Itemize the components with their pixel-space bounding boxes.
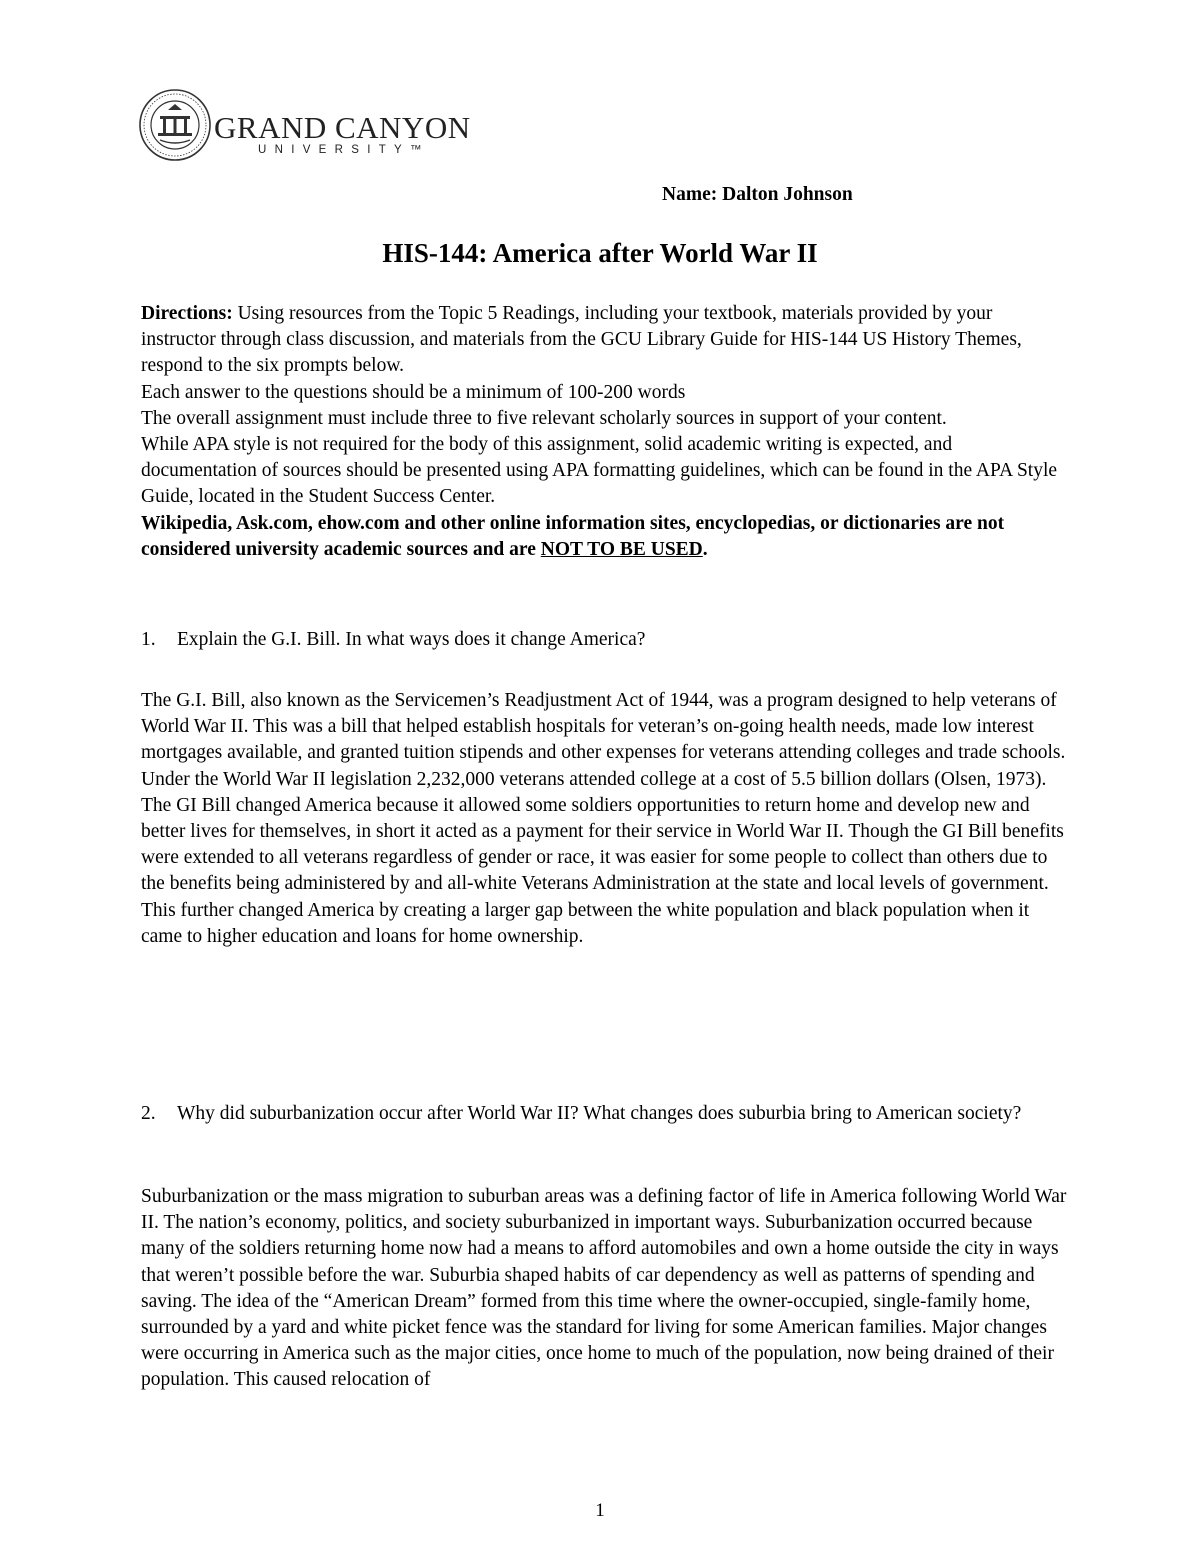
directions-label: Directions: (141, 303, 233, 324)
question-1 (141, 627, 1061, 653)
warning-text: Wikipedia, Ask.com, ehow.com and other online information sites, encyclopedias, or dictionaries are not considered university academic sources and are (141, 512, 1005, 560)
directions-warning (141, 511, 1071, 563)
logo-wordmark: GRAND CANYON (214, 110, 471, 145)
university-seal-icon (138, 88, 212, 162)
name-label: Name: (662, 184, 718, 205)
directions-section (141, 301, 1071, 563)
logo-subtitle: UNIVERSITY™ (258, 144, 430, 156)
answer-2: Suburbanization or the mass migration to suburban areas was a defining factor of life in America following World War II. The nation’s economy, politics, and society suburbanized in important ways. Suburbanization occurred because many of the soldiers returning home now had a means to afford automobiles and own a home outside the city in ways that weren’t possible before the war. Suburbia shaped habits of car dependency as well as patterns of spending and saving. The idea of the “American Dream” formed from this time where the owner-occupied, single-family home, surrounded by a yard and white picket fence was the standard for living for some American families. Major changes were occurring in America such as the major cities, once home to much of the population, now being drained of their population. This caused relocation of (141, 1186, 1067, 1391)
student-name: Dalton Johnson (722, 184, 853, 205)
document-title: HIS-144: America after World War II (382, 238, 818, 268)
student-name-line (662, 184, 853, 206)
question-prompt: Why did suburbanization occur after World War II? What changes does suburbia bring to American society? (177, 1103, 1022, 1124)
warning-end: . (702, 538, 708, 560)
directions-text: Using resources from the Topic 5 Readings, including your textbook, materials provided by your instructor through class discussion, and materials from the GCU Library Guide for HIS-144 US History Themes, respond to the six prompts below. (141, 303, 1022, 377)
directions-word-count: Each answer to the questions should be a minimum of 100-200 words (141, 381, 686, 403)
question-2 (141, 1101, 1061, 1127)
directions-sources: The overall assignment must include three to five relevant scholarly sources in support of your content. (141, 407, 947, 429)
question-prompt: Explain the G.I. Bill. In what ways does it change America? (177, 629, 646, 650)
directions-apa: While APA style is not required for the body of this assignment, solid academic writing is expected, and documentation of sources should be presented using APA formatting guidelines, which can be found in the APA Style Guide, located in the Student Success Center. (141, 434, 1058, 508)
answer-1: The G.I. Bill, also known as the Servicemen’s Readjustment Act of 1944, was a program designed to help veterans of World War II. This was a bill that helped establish hospitals for veteran’s on-going health needs, made low interest mortgages available, and granted tuition stipends and other expenses for veterans attending colleges and trade schools. Under the World War II legislation 2,232,000 veterans attended college at a cost of 5.5 billion dollars (Olsen, 1973). The GI Bill changed America because it allowed some soldiers opportunities to return home and develop new and better lives for themselves, in short it acted as a payment for their service in World War II. Though the GI Bill benefits were extended to all veterans regardless of gender or race, it was easier for some people to collect than others due to the benefits being administered by and all-white Veterans Administration at the state and local levels of government. This further changed America by creating a larger gap between the white population and black population when it came to higher education and loans for home ownership. (141, 690, 1066, 947)
page-number: 1 (595, 1500, 605, 1521)
warning-underlined: NOT TO BE USED (540, 538, 703, 560)
question-number: 2. (141, 1103, 156, 1124)
directions-paragraph (141, 301, 1071, 380)
question-number: 1. (141, 629, 156, 650)
university-logo (138, 88, 471, 162)
